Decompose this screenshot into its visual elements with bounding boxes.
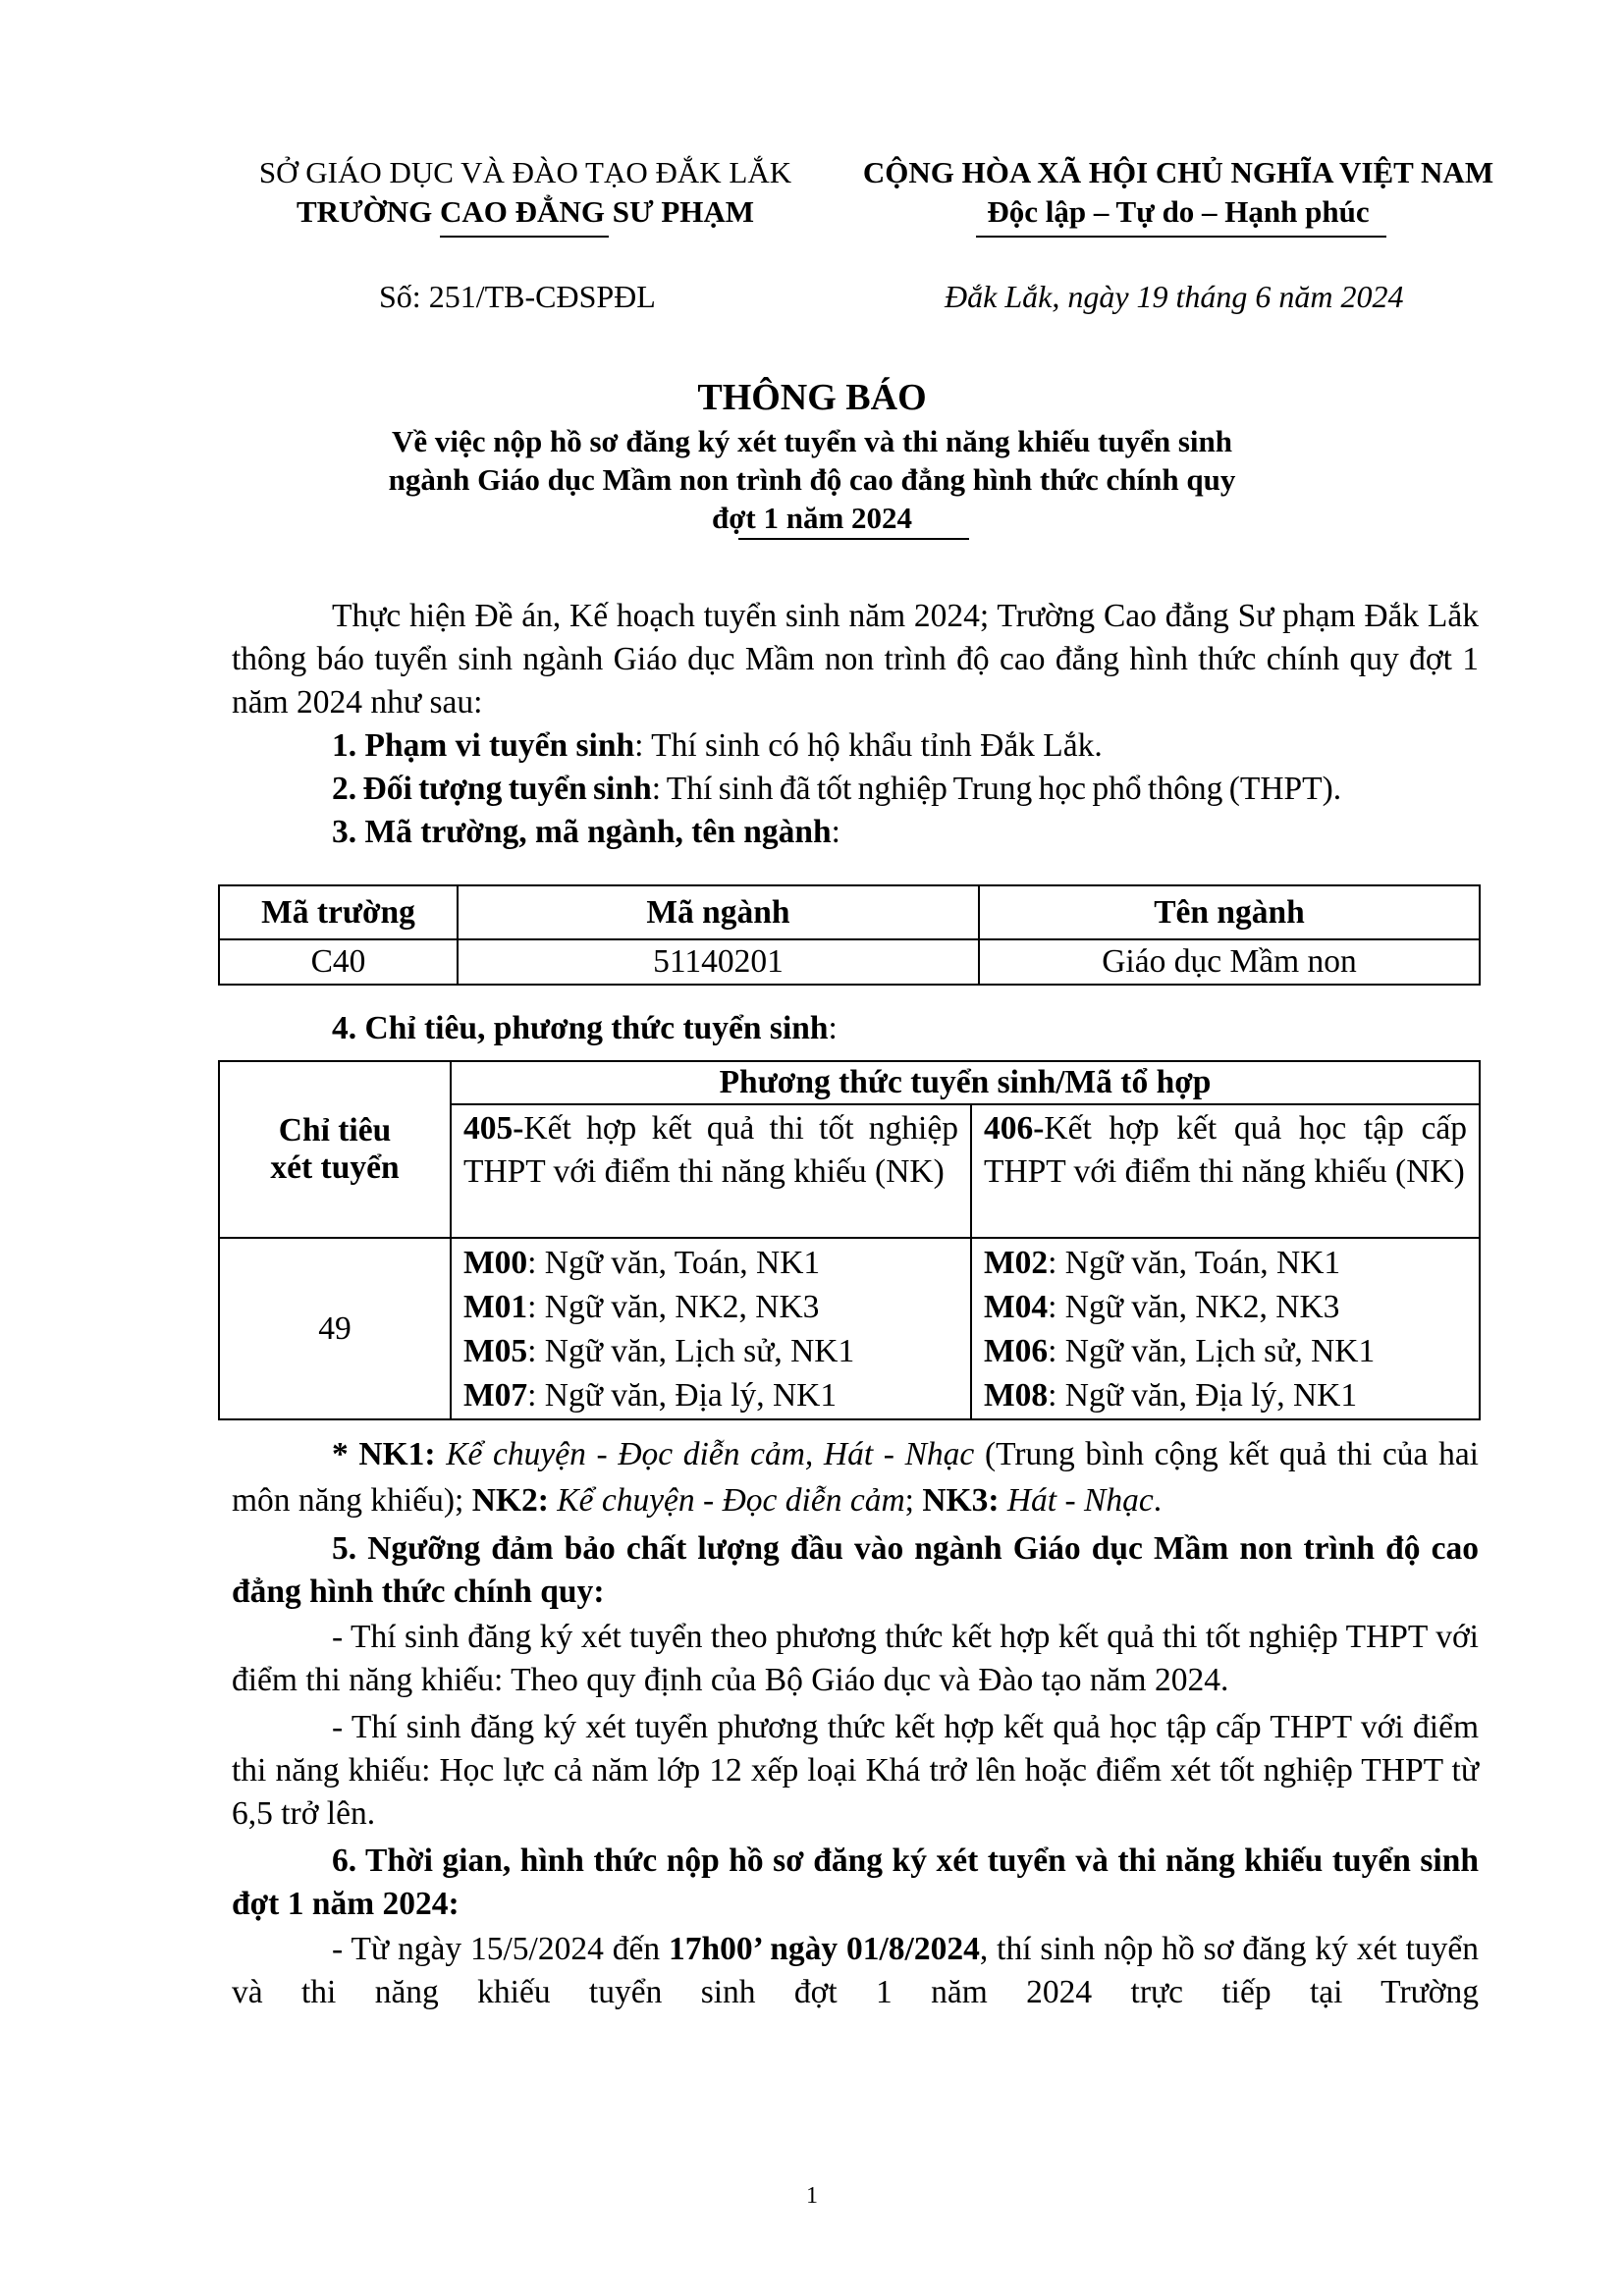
country-name: CỘNG HÒA XÃ HỘI CHỦ NGHĨA VIỆT NAM [862, 155, 1494, 189]
title-underline [738, 538, 969, 540]
motto-underline [976, 236, 1386, 238]
quota-header-line-1: Chỉ tiêu [278, 1112, 392, 1148]
section-2 [232, 768, 1479, 811]
method-405-code: 405- [463, 1110, 524, 1147]
table-row [219, 1238, 1480, 1419]
combo-406-1 [984, 1241, 1467, 1285]
combo-code: M08 [984, 1376, 1049, 1414]
combo-code: M04 [984, 1288, 1049, 1325]
section-6-item-1-pre: - Từ ngày 15/5/2024 đến [332, 1931, 670, 1967]
method-406-code: 406- [984, 1110, 1045, 1147]
table-header-row [219, 885, 1480, 939]
table-row [219, 939, 1480, 985]
combo-subjects: : Ngữ văn, Địa lý, NK1 [527, 1376, 838, 1414]
section-6-colon: : [448, 1886, 460, 1922]
combo-subjects: : Ngữ văn, Địa lý, NK1 [1048, 1376, 1358, 1414]
agency-name [221, 153, 830, 232]
combo-subjects: : Ngữ văn, Toán, NK1 [1048, 1244, 1341, 1281]
national-motto [827, 153, 1530, 232]
combo-subjects: : Ngữ văn, Toán, NK1 [527, 1244, 821, 1281]
document-title: THÔNG BÁO [697, 377, 927, 418]
school-name: TRƯỜNG CAO ĐẲNG SƯ PHẠM [296, 194, 755, 229]
cell-school-code: C40 [219, 939, 458, 985]
nk1-tail: (Trung bình cộng kết quả thi của hai môn năng khiếu); [232, 1436, 1479, 1519]
combo-code: M05 [463, 1332, 528, 1369]
section-5-heading-text: 5. Ngưỡng đảm bảo chất lượng đầu vào ngành Giáo dục Mầm non trình độ cao đẳng hình thức chính quy [232, 1530, 1479, 1610]
subtitle-line-1: Về việc nộp hồ sơ đăng ký xét tuyển và thi năng khiếu tuyển sinh [391, 424, 1233, 458]
section-6-item-1 [232, 1928, 1479, 2057]
program-code-table [218, 884, 1481, 986]
method-406 [971, 1104, 1480, 1238]
nk-note [232, 1431, 1479, 1523]
section-5-heading [232, 1527, 1479, 1614]
combos-406 [971, 1238, 1480, 1419]
quota-value: 49 [219, 1238, 451, 1419]
cell-major-code: 51140201 [458, 939, 979, 985]
header-major-code: Mã ngành [458, 885, 979, 939]
combo-code: M02 [984, 1244, 1049, 1281]
section-4-heading: 4. Chỉ tiêu, phương thức tuyển sinh [332, 1010, 829, 1046]
combo-405-2 [463, 1285, 958, 1329]
intro-paragraph: Thực hiện Đề án, Kế hoạch tuyển sinh năm 2024; Trường Cao đẳng Sư phạm Đắk Lắk thông báo tuyển sinh ngành Giáo dục Mầm non trình độ cao đẳng hình thức chính quy đợt 1 năm 2024 như sau: [232, 598, 1479, 721]
section-3 [232, 811, 1479, 854]
combo-subjects: : Ngữ văn, Lịch sử, NK1 [1048, 1332, 1376, 1369]
document-number: Số: 251/TB-CĐSPĐL [379, 279, 656, 314]
body-bottom [232, 1431, 1479, 2057]
section-4-colon: : [828, 1010, 838, 1046]
nk1-text: Kể chuyện - Đọc diễn cảm, Hát - Nhạc [446, 1436, 975, 1472]
quota-method-table [218, 1060, 1481, 1420]
section-6-deadline: 17h00’ ngày 01/8/2024 [669, 1931, 980, 1967]
combo-code: M07 [463, 1376, 528, 1414]
section-1 [232, 724, 1479, 768]
nk-end: . [1153, 1482, 1163, 1519]
page-number: 1 [806, 2183, 818, 2209]
nk2-label: NK2: [471, 1482, 549, 1519]
document-subtitle [0, 422, 1624, 537]
combo-code: M01 [463, 1288, 528, 1325]
section-5-item-2: - Thí sinh đăng ký xét tuyển phương thức kết hợp kết quả học tập cấp THPT với điểm thi năng khiếu: Học lực cả năm lớp 12 xếp loại Khá trở lên hoặc điểm xét tốt nghiệp THPT từ 6,5 trở lên. [232, 1709, 1479, 1832]
method-406-text: Kết hợp kết quả học tập cấp THPT với điểm thi năng khiếu (NK) [984, 1110, 1467, 1190]
cell-major-name: Giáo dục Mầm non [979, 939, 1480, 985]
nk-separator: ; [904, 1482, 914, 1519]
quota-header [219, 1061, 451, 1238]
combo-code: M06 [984, 1332, 1049, 1369]
nk3-label: NK3: [922, 1482, 1000, 1519]
section-2-text: : Thí sinh đã tốt nghiệp Trung học phổ thông (THPT). [651, 771, 1342, 807]
motto: Độc lập – Tự do – Hạnh phúc [987, 194, 1370, 229]
combo-405-1 [463, 1241, 958, 1285]
subtitle-line-3: đợt 1 năm 2024 [711, 501, 913, 535]
body-top [232, 595, 1479, 854]
combo-405-4 [463, 1373, 958, 1417]
place-date: Đắk Lắk, ngày 19 tháng 6 năm 2024 [945, 279, 1404, 314]
method-header: Phương thức tuyển sinh/Mã tổ hợp [451, 1061, 1480, 1104]
section-3-colon: : [831, 814, 840, 850]
section-3-heading: 3. Mã trường, mã ngành, tên ngành [332, 814, 832, 850]
section-6-item-1-post: , thí sinh nộp hồ sơ đăng ký xét tuyển và thi năng khiếu tuyển sinh đợt 1 năm 2024 trực tiếp tại Trường [232, 1931, 1479, 2010]
section-4 [332, 1007, 838, 1050]
combo-406-2 [984, 1285, 1467, 1329]
section-5-colon: : [593, 1574, 605, 1610]
section-2-heading: 2. Đối tượng tuyển sinh [332, 771, 652, 807]
quota-header-line-2: xét tuyển [270, 1149, 400, 1186]
combo-subjects: : Ngữ văn, NK2, NK3 [1048, 1288, 1340, 1325]
combo-406-3 [984, 1329, 1467, 1373]
section-6-heading [232, 1840, 1479, 1926]
combos-405 [451, 1238, 971, 1419]
nk2-text: Kể chuyện - Đọc diễn cảm [557, 1482, 905, 1519]
section-1-text: : Thí sinh có hộ khẩu tỉnh Đắk Lắk. [634, 727, 1103, 764]
combo-subjects: : Ngữ văn, Lịch sử, NK1 [527, 1332, 855, 1369]
combo-subjects: : Ngữ văn, NK2, NK3 [527, 1288, 820, 1325]
method-405 [451, 1104, 971, 1238]
header-major-name: Tên ngành [979, 885, 1480, 939]
method-header-row [219, 1061, 1480, 1104]
section-6-heading-text: 6. Thời gian, hình thức nộp hồ sơ đăng ký xét tuyển và thi năng khiếu tuyển sinh đợt 1 năm 2024 [232, 1842, 1479, 1922]
department-name: SỞ GIÁO DỤC VÀ ĐÀO TẠO ĐẮK LẮK [258, 155, 792, 189]
combo-code: M00 [463, 1244, 528, 1281]
school-name-underline [440, 236, 609, 238]
method-405-text: Kết hợp kết quả thi tốt nghiệp THPT với điểm thi năng khiếu (NK) [463, 1110, 958, 1190]
subtitle-line-2: ngành Giáo dục Mầm non trình độ cao đẳng hình thức chính quy [388, 462, 1236, 497]
header-school-code: Mã trường [219, 885, 458, 939]
nk1-label: * NK1: [332, 1436, 436, 1472]
combo-406-4 [984, 1373, 1467, 1417]
section-1-heading: 1. Phạm vi tuyển sinh [332, 727, 635, 764]
nk3-text: Hát - Nhạc [1006, 1482, 1154, 1519]
section-5-item-1: - Thí sinh đăng ký xét tuyển theo phương thức kết hợp kết quả thi tốt nghiệp THPT với điểm thi năng khiếu: Theo quy định của Bộ Giáo dục và Đào tạo năm 2024. [232, 1619, 1479, 1698]
combo-405-3 [463, 1329, 958, 1373]
